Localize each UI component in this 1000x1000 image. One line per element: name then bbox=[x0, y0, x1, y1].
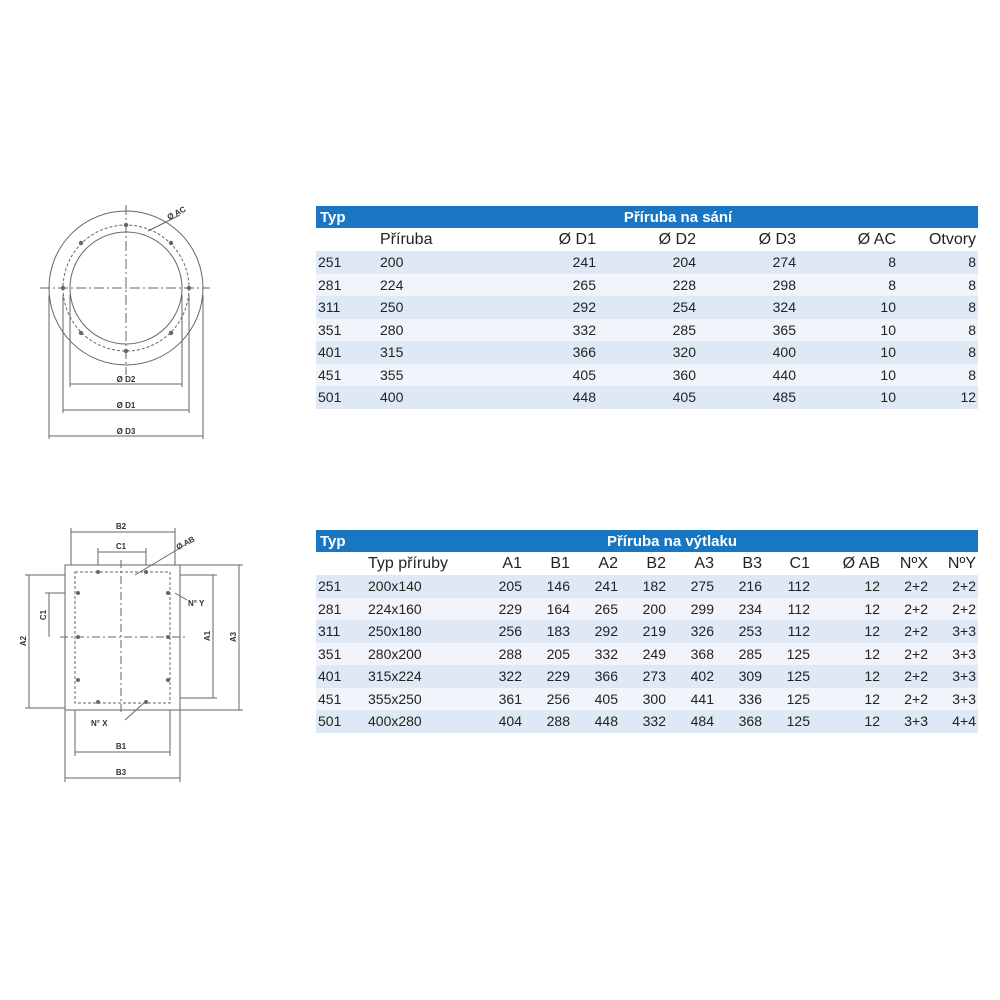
table-cell: 365 bbox=[698, 319, 798, 342]
table-row bbox=[316, 341, 978, 364]
table-cell: 12 bbox=[812, 710, 882, 733]
column-header: B1 bbox=[524, 552, 572, 575]
table-cell: 251 bbox=[316, 251, 378, 274]
table-cell: 204 bbox=[598, 251, 698, 274]
table-cell: 361 bbox=[476, 688, 524, 711]
column-header: Otvory bbox=[898, 228, 978, 251]
table-cell: 12 bbox=[812, 620, 882, 643]
column-header: B2 bbox=[620, 552, 668, 575]
table-cell: 401 bbox=[316, 341, 378, 364]
table-cell: 402 bbox=[668, 665, 716, 688]
table-cell: 322 bbox=[476, 665, 524, 688]
table-cell: 253 bbox=[716, 620, 764, 643]
table-header-row bbox=[316, 228, 978, 251]
table-cell: 360 bbox=[598, 364, 698, 387]
table-row bbox=[316, 319, 978, 342]
discharge-flange-table bbox=[316, 530, 978, 733]
table-cell: 405 bbox=[498, 364, 598, 387]
table-cell: 288 bbox=[524, 710, 572, 733]
table-cell: 292 bbox=[572, 620, 620, 643]
table-row bbox=[316, 643, 978, 666]
table-cell: 332 bbox=[498, 319, 598, 342]
table-cell: 241 bbox=[572, 575, 620, 598]
table-cell: 2+2 bbox=[882, 665, 930, 688]
d1-label: Ø D1 bbox=[116, 401, 136, 410]
ac-label: Ø AC bbox=[165, 204, 188, 222]
table-cell: 146 bbox=[524, 575, 572, 598]
table-cell: 8 bbox=[898, 364, 978, 387]
table-cell: 224 bbox=[378, 274, 498, 297]
table-row bbox=[316, 665, 978, 688]
table-cell: 401 bbox=[316, 665, 366, 688]
table-cell: 280x200 bbox=[366, 643, 476, 666]
table-cell: 3+3 bbox=[930, 620, 978, 643]
table-cell: 250x180 bbox=[366, 620, 476, 643]
table-cell: 205 bbox=[476, 575, 524, 598]
table-cell: 3+3 bbox=[930, 665, 978, 688]
table-cell: 8 bbox=[798, 251, 898, 274]
table-cell: 3+3 bbox=[882, 710, 930, 733]
column-header: A1 bbox=[476, 552, 524, 575]
a1-label: A1 bbox=[203, 630, 212, 642]
table-cell: 4+4 bbox=[930, 710, 978, 733]
table-cell: 273 bbox=[620, 665, 668, 688]
table-cell: 112 bbox=[764, 575, 812, 598]
round-flange-drawing bbox=[30, 195, 220, 450]
table-cell: 366 bbox=[572, 665, 620, 688]
table-cell: 250 bbox=[378, 296, 498, 319]
column-header: A3 bbox=[668, 552, 716, 575]
table-cell: 8 bbox=[898, 251, 978, 274]
table-cell: 451 bbox=[316, 364, 378, 387]
table-cell: 241 bbox=[498, 251, 598, 274]
column-header: Ø AB bbox=[812, 552, 882, 575]
table-cell: 265 bbox=[498, 274, 598, 297]
nx-label: N° X bbox=[91, 719, 108, 728]
table-cell: 285 bbox=[598, 319, 698, 342]
table-cell: 2+2 bbox=[882, 620, 930, 643]
table-cell: 228 bbox=[598, 274, 698, 297]
table-cell: 324 bbox=[698, 296, 798, 319]
table-cell: 355x250 bbox=[366, 688, 476, 711]
table-cell: 8 bbox=[798, 274, 898, 297]
table-cell: 326 bbox=[668, 620, 716, 643]
table-cell: 10 bbox=[798, 341, 898, 364]
table-cell: 336 bbox=[716, 688, 764, 711]
table-cell: 309 bbox=[716, 665, 764, 688]
table-cell: 2+2 bbox=[882, 688, 930, 711]
table-cell: 125 bbox=[764, 643, 812, 666]
table-cell: 484 bbox=[668, 710, 716, 733]
d3-label: Ø D3 bbox=[116, 427, 136, 436]
table-row bbox=[316, 386, 978, 409]
table-cell: 183 bbox=[524, 620, 572, 643]
table-cell: 368 bbox=[668, 643, 716, 666]
rect-flange-drawing bbox=[15, 520, 255, 790]
table-cell: 451 bbox=[316, 688, 366, 711]
table-cell: 400 bbox=[698, 341, 798, 364]
table-cell: 12 bbox=[898, 386, 978, 409]
column-header: A2 bbox=[572, 552, 620, 575]
table-cell: 125 bbox=[764, 710, 812, 733]
table-row bbox=[316, 710, 978, 733]
table-row bbox=[316, 364, 978, 387]
table-title-row bbox=[316, 530, 978, 552]
column-header: C1 bbox=[764, 552, 812, 575]
table-row bbox=[316, 274, 978, 297]
c1-side-label: C1 bbox=[39, 609, 48, 621]
table-cell: 200 bbox=[378, 251, 498, 274]
table-cell: 299 bbox=[668, 598, 716, 621]
column-header: B3 bbox=[716, 552, 764, 575]
a2-label: A2 bbox=[19, 635, 28, 647]
table-title: Příruba na sání bbox=[378, 206, 978, 228]
table-cell: 351 bbox=[316, 319, 378, 342]
b1-label: B1 bbox=[115, 742, 127, 751]
table-cell: 229 bbox=[524, 665, 572, 688]
table-cell: 12 bbox=[812, 688, 882, 711]
table-cell: 254 bbox=[598, 296, 698, 319]
table-cell: 182 bbox=[620, 575, 668, 598]
table-cell: 10 bbox=[798, 386, 898, 409]
column-header: NºX bbox=[882, 552, 930, 575]
table-cell: 404 bbox=[476, 710, 524, 733]
table-cell: 311 bbox=[316, 620, 366, 643]
table-row bbox=[316, 598, 978, 621]
b3-label: B3 bbox=[115, 768, 127, 777]
table-cell: 249 bbox=[620, 643, 668, 666]
table-title: Příruba na výtlaku bbox=[366, 530, 978, 552]
table-cell: 355 bbox=[378, 364, 498, 387]
table-cell: 205 bbox=[524, 643, 572, 666]
table-cell: 292 bbox=[498, 296, 598, 319]
table-cell: 8 bbox=[898, 274, 978, 297]
table-cell: 288 bbox=[476, 643, 524, 666]
table-cell: 311 bbox=[316, 296, 378, 319]
table-row bbox=[316, 620, 978, 643]
table-cell: 256 bbox=[476, 620, 524, 643]
table-cell: 125 bbox=[764, 665, 812, 688]
a3-label: A3 bbox=[229, 631, 238, 643]
table-cell: 274 bbox=[698, 251, 798, 274]
table-cell: 112 bbox=[764, 620, 812, 643]
table-cell: 298 bbox=[698, 274, 798, 297]
table-cell: 12 bbox=[812, 643, 882, 666]
table-cell: 400x280 bbox=[366, 710, 476, 733]
table-cell: 2+2 bbox=[882, 575, 930, 598]
table-cell: 275 bbox=[668, 575, 716, 598]
table-cell: 448 bbox=[498, 386, 598, 409]
table-cell: 10 bbox=[798, 319, 898, 342]
table-cell: 440 bbox=[698, 364, 798, 387]
table-cell: 315 bbox=[378, 341, 498, 364]
ab-label: Ø AB bbox=[174, 534, 197, 552]
table-cell: 448 bbox=[572, 710, 620, 733]
table-cell: 2+2 bbox=[882, 598, 930, 621]
table-cell: 234 bbox=[716, 598, 764, 621]
table-cell: 3+3 bbox=[930, 643, 978, 666]
table-header-row bbox=[316, 552, 978, 575]
table-cell: 219 bbox=[620, 620, 668, 643]
table-cell: 164 bbox=[524, 598, 572, 621]
table-cell: 405 bbox=[572, 688, 620, 711]
column-header: Typ příruby bbox=[366, 552, 476, 575]
table-cell: 3+3 bbox=[930, 688, 978, 711]
column-header: Ø D1 bbox=[498, 228, 598, 251]
typ-label: Typ bbox=[316, 206, 378, 228]
table-cell: 251 bbox=[316, 575, 366, 598]
column-header: Příruba bbox=[378, 228, 498, 251]
table-row bbox=[316, 296, 978, 319]
table-cell: 12 bbox=[812, 665, 882, 688]
table-cell: 501 bbox=[316, 386, 378, 409]
table-cell: 2+2 bbox=[930, 575, 978, 598]
table-cell: 216 bbox=[716, 575, 764, 598]
table-title-row bbox=[316, 206, 978, 228]
table-cell: 320 bbox=[598, 341, 698, 364]
typ-label: Typ bbox=[316, 530, 366, 552]
table-cell: 441 bbox=[668, 688, 716, 711]
table-cell: 485 bbox=[698, 386, 798, 409]
table-cell: 125 bbox=[764, 688, 812, 711]
table-cell: 501 bbox=[316, 710, 366, 733]
table-cell: 351 bbox=[316, 643, 366, 666]
table-cell: 10 bbox=[798, 296, 898, 319]
table-cell: 368 bbox=[716, 710, 764, 733]
table-cell: 2+2 bbox=[930, 598, 978, 621]
table-cell: 400 bbox=[378, 386, 498, 409]
table-row bbox=[316, 688, 978, 711]
column-header: Ø D3 bbox=[698, 228, 798, 251]
column-header: Ø D2 bbox=[598, 228, 698, 251]
ny-label: N° Y bbox=[188, 599, 205, 608]
table-cell: 332 bbox=[572, 643, 620, 666]
table-cell: 256 bbox=[524, 688, 572, 711]
table-cell: 405 bbox=[598, 386, 698, 409]
table-cell: 12 bbox=[812, 598, 882, 621]
column-header: Ø AC bbox=[798, 228, 898, 251]
table-cell: 366 bbox=[498, 341, 598, 364]
table-cell: 10 bbox=[798, 364, 898, 387]
table-cell: 265 bbox=[572, 598, 620, 621]
table-cell: 2+2 bbox=[882, 643, 930, 666]
suction-flange-table bbox=[316, 206, 978, 409]
table-cell: 280 bbox=[378, 319, 498, 342]
table-cell: 12 bbox=[812, 575, 882, 598]
table-cell: 229 bbox=[476, 598, 524, 621]
d2-label: Ø D2 bbox=[116, 375, 136, 384]
table-cell: 112 bbox=[764, 598, 812, 621]
table-cell: 200x140 bbox=[366, 575, 476, 598]
c1-top-label: C1 bbox=[115, 542, 127, 551]
table-cell: 8 bbox=[898, 319, 978, 342]
table-cell: 8 bbox=[898, 296, 978, 319]
column-header: NºY bbox=[930, 552, 978, 575]
table-cell: 8 bbox=[898, 341, 978, 364]
b2-label: B2 bbox=[115, 522, 127, 531]
table-cell: 315x224 bbox=[366, 665, 476, 688]
table-cell: 281 bbox=[316, 274, 378, 297]
table-cell: 281 bbox=[316, 598, 366, 621]
table-cell: 300 bbox=[620, 688, 668, 711]
table-cell: 332 bbox=[620, 710, 668, 733]
table-cell: 200 bbox=[620, 598, 668, 621]
table-row bbox=[316, 251, 978, 274]
table-cell: 285 bbox=[716, 643, 764, 666]
table-row bbox=[316, 575, 978, 598]
table-cell: 224x160 bbox=[366, 598, 476, 621]
